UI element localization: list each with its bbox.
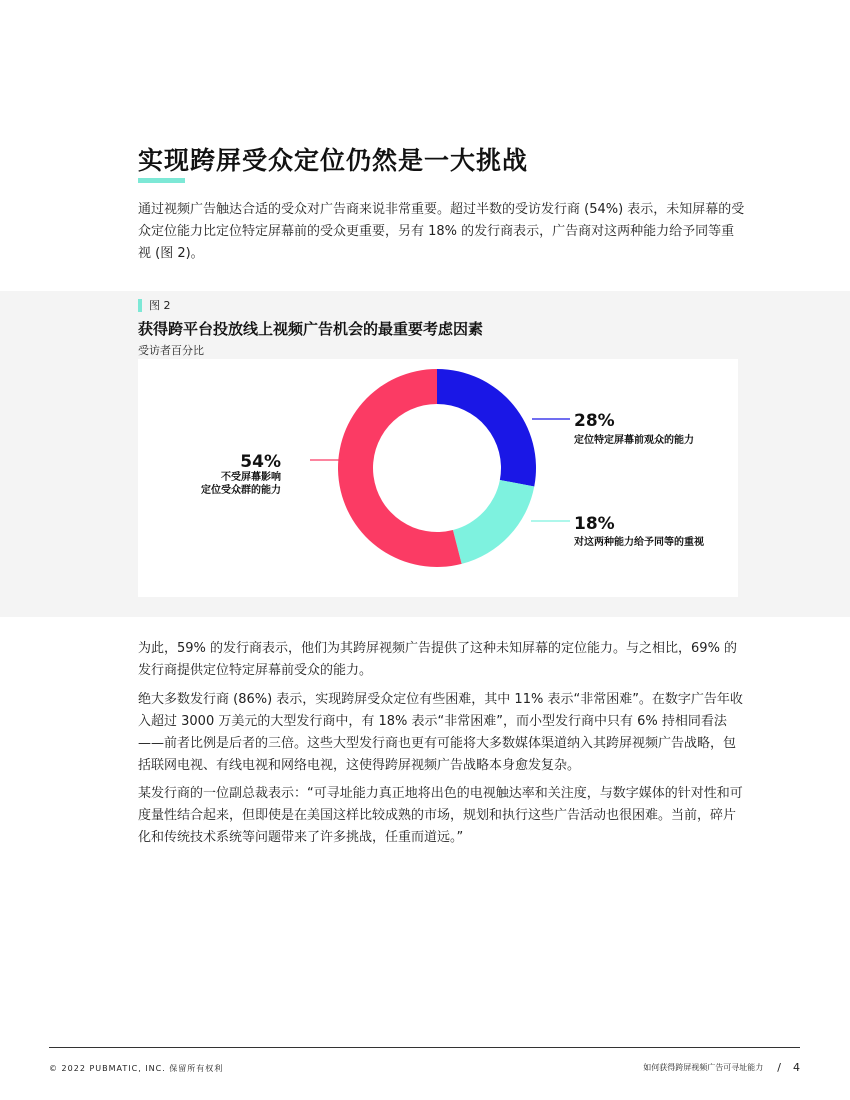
- chart-panel: [138, 359, 738, 597]
- donut-chart: [138, 359, 738, 597]
- paragraph-3: 绝大多数发行商 (86%) 表示，实现跨屏受众定位有些困难，其中 11% 表示“非常困难”。在数字广告年收入超过 3000 万美元的大型发行商中，有 18% 表示“非常困难”，而小型发行商中只有 6% 持相同看法——前者比例是后者的三倍。这些大型发行商也更有可能将大多数媒体渠道纳入其跨屏视频广告战略，包括联网电视、有线电视和网络电视，这使得跨屏视频广告战略本身愈发复杂。: [138, 692, 743, 773]
- donut-slice-1: [437, 369, 536, 487]
- chart-title: 获得跨平台投放线上视频广告机会的最重要考虑因素: [138, 320, 484, 338]
- paragraph-2: 为此，59% 的发行商表示，他们为其跨屏视频广告提供了这种未知屏幕的定位能力。与之相比，69% 的发行商提供定位特定屏幕前受众的能力。: [138, 641, 738, 678]
- footer-meta: [643, 1061, 800, 1074]
- slice-value-label-2: 18%: [574, 514, 615, 534]
- chart-subtitle: 受访者百分比: [138, 344, 204, 357]
- figure-tag: [138, 298, 171, 312]
- footer-divider: [49, 1047, 800, 1048]
- slice-description-label-2: 对这两种能力给予同等的重视: [574, 537, 704, 548]
- figure-tag-label: 图 2: [149, 299, 171, 312]
- slice-description-label-1: 定位特定屏幕前观众的能力: [574, 435, 694, 446]
- footer-doc-title: 如何获得跨屏视频广告可寻址能力: [643, 1063, 764, 1072]
- slice-description-label-3: 不受屏幕影响: [221, 472, 281, 483]
- slice-value-label-1: 28%: [574, 411, 615, 431]
- page-number: 4: [793, 1061, 800, 1074]
- page-title: 实现跨屏受众定位仍然是一大挑战: [138, 146, 529, 175]
- footer-separator: /: [777, 1061, 781, 1074]
- donut-slice-2: [453, 480, 534, 564]
- title-accent-bar: [138, 178, 185, 183]
- slice-description-label-3: 定位受众群的能力: [201, 485, 281, 496]
- footer-copyright: © 2022 PUBMATIC, INC. 保留所有权利: [49, 1064, 224, 1073]
- paragraph-4: 某发行商的一位副总裁表示：“可寻址能力真正地将出色的电视触达率和关注度，与数字媒体的针对性和可度量性结合起来，但即使是在美国这样比较成熟的市场，规划和执行这些广告活动也很困难。当前，碎片化和传统技术系统等问题带来了许多挑战，任重而道远。”: [138, 786, 743, 845]
- figure-tag-marker: [138, 299, 142, 312]
- slice-value-label-3: 54%: [240, 452, 281, 472]
- intro-paragraph: 通过视频广告触达合适的受众对广告商来说非常重要。超过半数的受访发行商 (54%) 表示，未知屏幕的受众定位能力比定位特定屏幕前的受众更重要，另有 18% 的发行商表示，广告商对这两种能力给予同等重视 (图 2)。: [138, 202, 745, 261]
